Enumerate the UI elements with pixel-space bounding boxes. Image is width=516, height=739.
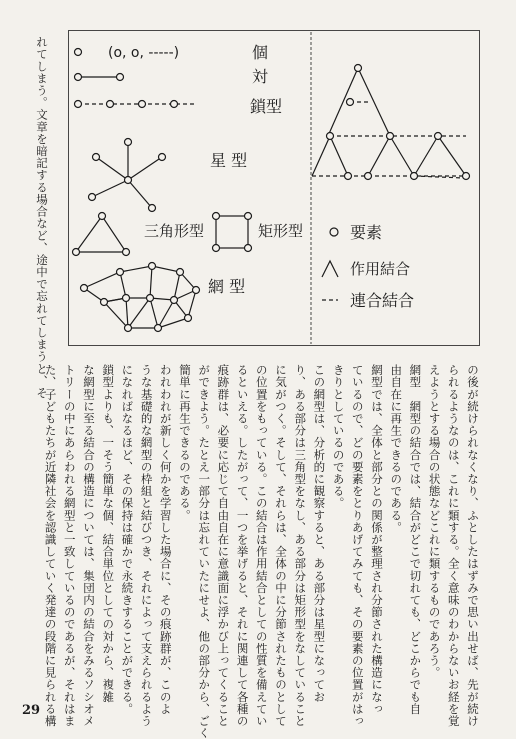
individual-node bbox=[75, 49, 82, 56]
text-column: に気がつく。そして、それらは、全体の中に分節されたものとして bbox=[274, 364, 288, 727]
text-column: えようとする場合の状態などこれに類するものであろう。 bbox=[427, 364, 442, 679]
text-column: 簡単に再生できるのである。 bbox=[178, 364, 192, 522]
text-column: られるようなのは、これに類する。全く意味のわからないお経を覚 bbox=[446, 364, 461, 727]
text-column: 痕跡群は、必要に応じて自由自在に意識面に浮かび上ってくること bbox=[216, 364, 231, 727]
text-column: になればなるほど、その保持は確かで永続きすることができる。 bbox=[120, 364, 135, 715]
label-triangle: 三角形型 bbox=[144, 222, 205, 240]
text-column: われわれが新しく何かを学習した場合に、その痕跡群が、このよ bbox=[158, 364, 173, 715]
legend-associative-bond: 連合結合 bbox=[350, 291, 415, 310]
text-column: きりとしているのである。 bbox=[331, 364, 346, 510]
text-column: トリーの中にあらわれる網型と一致しているのであるが、それはま bbox=[62, 364, 77, 727]
label-individual: 個 bbox=[252, 43, 269, 62]
label-pair: 対 bbox=[252, 67, 269, 86]
text-column: うな基礎的な網型の枠組と結びつき、それによって支えられるよう bbox=[139, 364, 154, 727]
text-column: 網型 網型の結合では、結合がどこで切れても、どこからでも自 bbox=[408, 364, 423, 715]
text-column: た、子どもたちが近隣社会を認識していく発達の段階に見られる構 bbox=[43, 364, 58, 727]
page-number: 29 bbox=[22, 703, 41, 718]
text-column: 由自在に再生できるのである。 bbox=[389, 364, 404, 534]
legend-element: 要素 bbox=[350, 223, 383, 242]
legend-action-bond: 作用結合 bbox=[350, 260, 411, 278]
text-column: の後が続けられなくなり、ふとしたはずみで思い出せば、先が続け bbox=[466, 364, 480, 727]
text-column: の位置をもっている。この結合は作用結合としての性質を備えてい bbox=[254, 364, 269, 727]
text-column: 網型では、全体と部分との関係が整理され分節された構造になっ bbox=[370, 364, 384, 715]
text-column: 鎖型よりも、一そう簡単な個、結合単位としての対から、複雑 bbox=[101, 364, 116, 703]
label-rectangle: 矩形型 bbox=[258, 222, 304, 240]
label-star: 星 型 bbox=[210, 151, 248, 170]
text-column: この網型は、分析的に観察すると、ある部分は星型になってお bbox=[312, 364, 327, 703]
text-column: な網型に至る結合の構造については、集団内の結合をみるソシオメ bbox=[82, 364, 96, 727]
label-chain: 鎖型 bbox=[250, 97, 283, 116]
text-column: ができよう。たとえ一部分は忘れていたにせよ、他の部分から、ごく bbox=[197, 364, 212, 739]
bond-structure-figure bbox=[68, 30, 480, 346]
text-column: るといえる。したがって、一つを挙げると、それに関連して各種の bbox=[235, 364, 250, 727]
text-column: り、ある部分は三角型をなし、ある部分は矩形型をなしていること bbox=[293, 364, 308, 727]
label-paren-sequence: (o, o, -----) bbox=[108, 45, 180, 61]
label-net: 網 型 bbox=[208, 277, 246, 296]
text-column: ているので、どの要素をとりあげてみても、その要素の位置がはっ bbox=[350, 364, 365, 727]
text-column-left: れてしまう。文章を暗記する場合など、途中で忘れてしまうと、そ bbox=[35, 36, 49, 399]
